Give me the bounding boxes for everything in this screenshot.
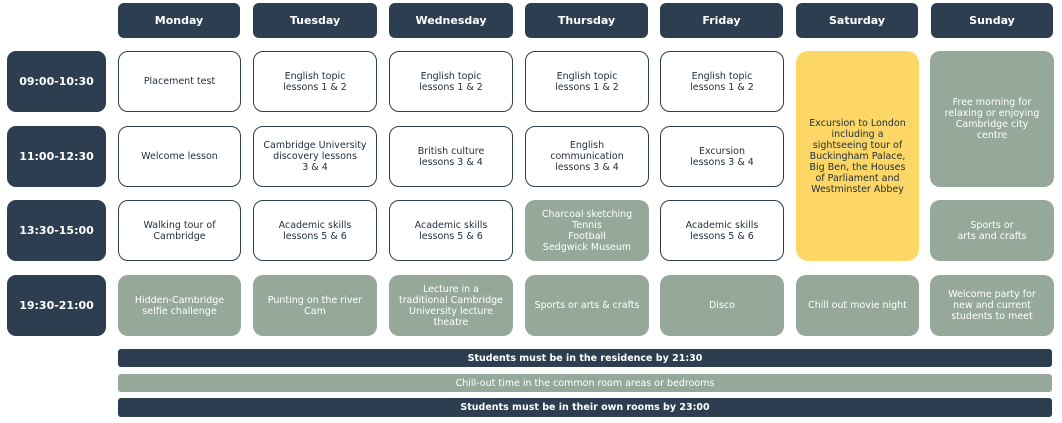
friday-0900: English topic lessons 1 & 2: [660, 51, 784, 112]
thursday-1330: Charcoal sketching Tennis Football Sedgwick Museum: [525, 200, 649, 261]
sunday-1930: Welcome party for new and current students to meet: [930, 275, 1054, 336]
monday-0900: Placement test: [118, 51, 241, 112]
notice-residence: Students must be in the residence by 21:30: [118, 349, 1052, 367]
thursday-1100: English communication lessons 3 & 4: [525, 126, 649, 187]
sunday-1330: Sports or arts and crafts: [930, 200, 1054, 261]
header-sunday: Sunday: [931, 3, 1053, 38]
header-thursday: Thursday: [525, 3, 648, 38]
timeslot-0900: 09:00-10:30: [7, 51, 106, 112]
wednesday-1100: British culture lessons 3 & 4: [389, 126, 513, 187]
header-tuesday: Tuesday: [253, 3, 377, 38]
notice-chill-out: Chill-out time in the common room areas or bedrooms: [118, 374, 1052, 392]
header-monday: Monday: [118, 3, 240, 38]
wednesday-1330: Academic skills lessons 5 & 6: [389, 200, 513, 261]
thursday-0900: English topic lessons 1 & 2: [525, 51, 649, 112]
header-wednesday: Wednesday: [389, 3, 513, 38]
tuesday-1100: Cambridge University discovery lessons 3 & 4: [253, 126, 377, 187]
timeslot-1930: 19:30-21:00: [7, 275, 106, 336]
wednesday-1930: Lecture in a traditional Cambridge University lecture theatre: [389, 275, 513, 336]
friday-1100: Excursion lessons 3 & 4: [660, 126, 784, 187]
header-friday: Friday: [660, 3, 783, 38]
tuesday-1930: Punting on the river Cam: [253, 275, 377, 336]
wednesday-0900: English topic lessons 1 & 2: [389, 51, 513, 112]
monday-1330: Walking tour of Cambridge: [118, 200, 241, 261]
monday-1930: Hidden-Cambridge selfie challenge: [118, 275, 241, 336]
friday-1930: Disco: [660, 275, 784, 336]
thursday-1930: Sports or arts & crafts: [525, 275, 649, 336]
friday-1330: Academic skills lessons 5 & 6: [660, 200, 784, 261]
saturday-1930: Chill out movie night: [796, 275, 919, 336]
saturday-excursion: Excursion to London including a sightseeing tour of Buckingham Palace, Big Ben, the Houses of Parliament and Westminster Abbey: [796, 51, 919, 261]
tuesday-0900: English topic lessons 1 & 2: [253, 51, 377, 112]
timeslot-1330: 13:30-15:00: [7, 200, 106, 261]
notice-own-rooms: Students must be in their own rooms by 23:00: [118, 398, 1052, 417]
sunday-morning: Free morning for relaxing or enjoying Cambridge city centre: [930, 51, 1054, 187]
tuesday-1330: Academic skills lessons 5 & 6: [253, 200, 377, 261]
header-saturday: Saturday: [796, 3, 918, 38]
monday-1100: Welcome lesson: [118, 126, 241, 187]
timeslot-1100: 11:00-12:30: [7, 126, 106, 187]
